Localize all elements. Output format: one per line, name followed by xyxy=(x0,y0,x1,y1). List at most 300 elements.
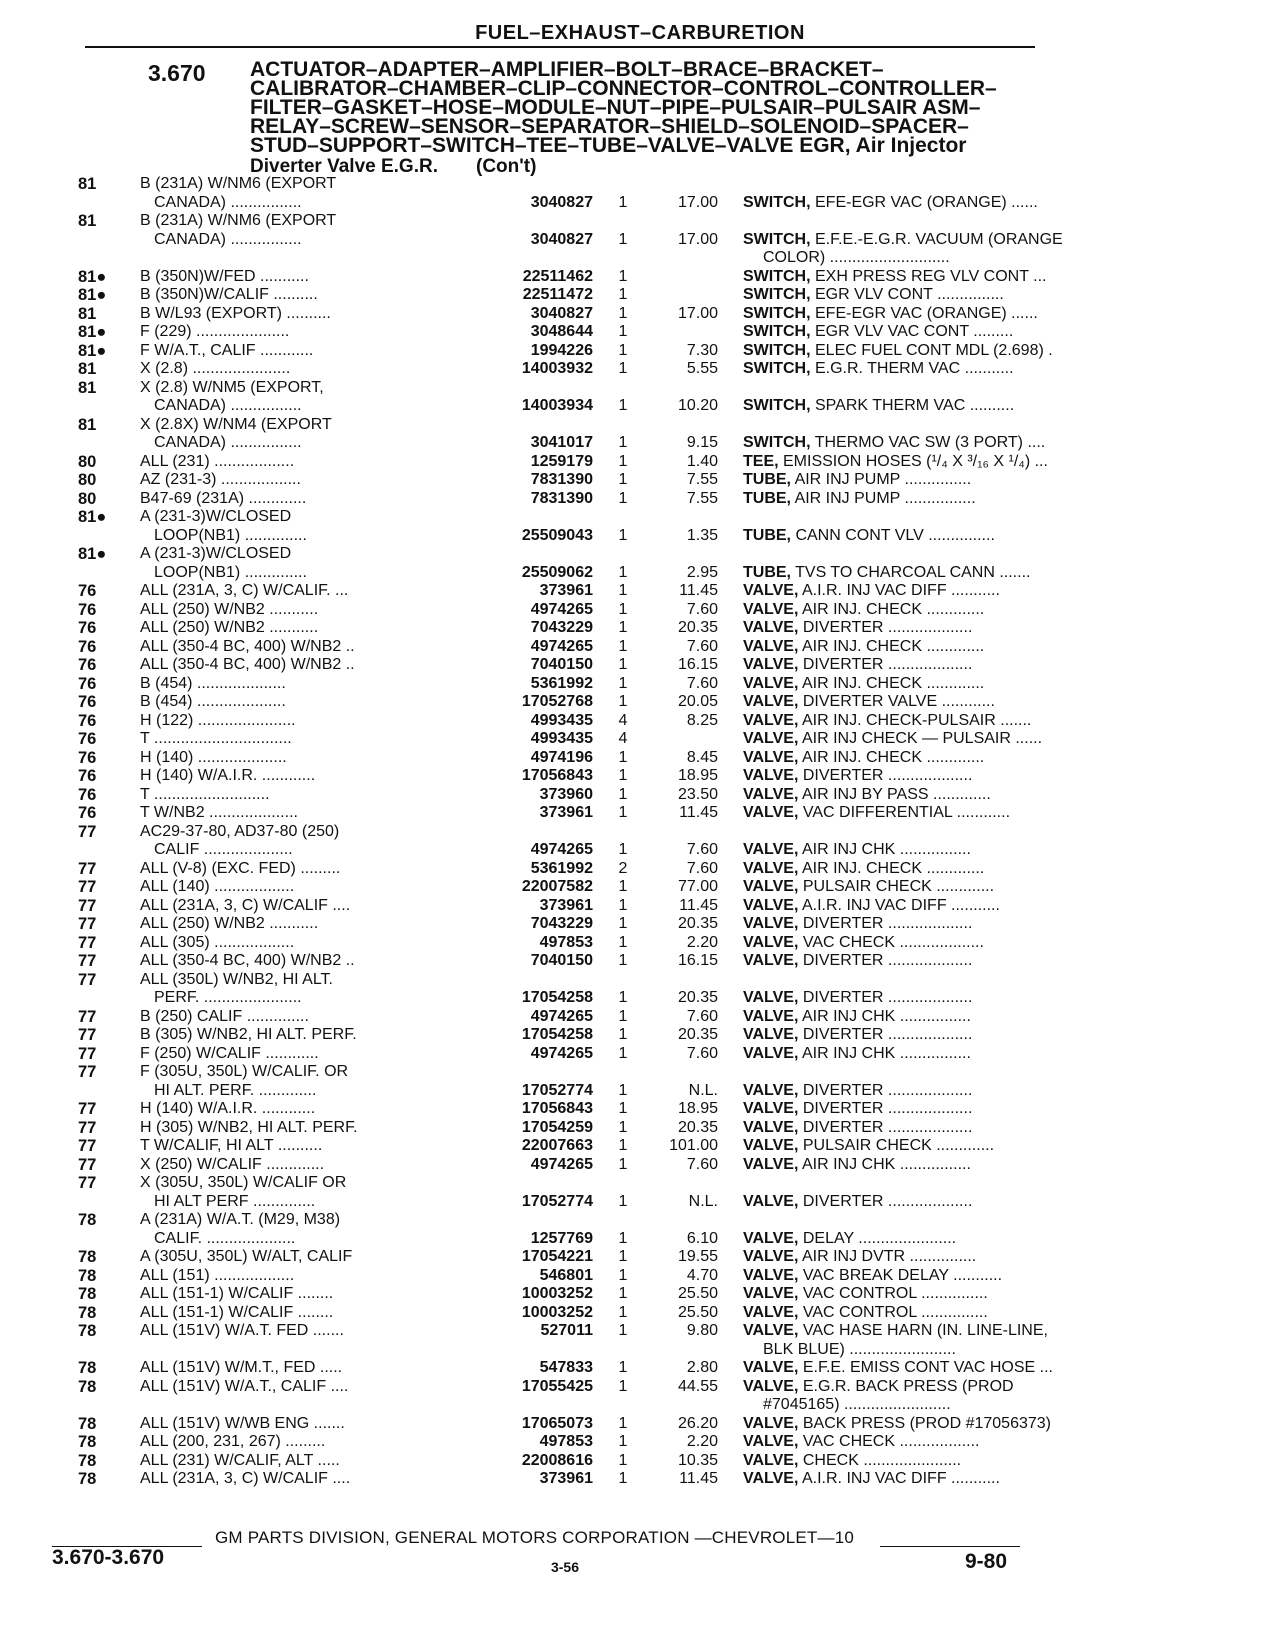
model-description-cont: CANADA) ................ xyxy=(154,193,302,211)
model-year: 76 xyxy=(78,582,97,600)
part-row xyxy=(78,952,1038,971)
model-year: 81● xyxy=(78,323,107,341)
part-description xyxy=(743,1156,971,1175)
part-name: VALVE, xyxy=(743,785,799,803)
model-year: 77 xyxy=(78,1007,97,1026)
model-description-cont: PERF. ...................... xyxy=(154,989,302,1006)
part-detail: DIVERTER ................... xyxy=(798,619,973,636)
model-year: 81 xyxy=(78,175,97,193)
quantity: 1 xyxy=(618,267,628,285)
part-number: 22007582 xyxy=(521,878,593,895)
part-description xyxy=(743,989,972,1008)
part-number: 17052768 xyxy=(521,693,593,710)
quantity: 1 xyxy=(618,452,628,470)
model-year: 78 xyxy=(78,1359,97,1377)
part-detail: BACK PRESS (PROD #17056373) xyxy=(798,1414,1051,1432)
part-row xyxy=(78,1119,1038,1138)
part-name: VALVE, xyxy=(743,1155,799,1173)
part-number: 373960 xyxy=(539,785,593,803)
model-year: 81 xyxy=(78,415,97,434)
part-number: 14003934 xyxy=(521,397,593,414)
quantity: 1 xyxy=(618,563,628,581)
part-detail: EMISSION HOSES (¹/₄ X ³/₁₆ X ¹/₄) ... xyxy=(778,452,1048,470)
quantity: 1 xyxy=(618,323,628,340)
part-row xyxy=(78,767,1038,786)
part-row xyxy=(78,452,1048,472)
part-name: VALVE, xyxy=(743,1359,799,1376)
model-description: ALL (151-1) W/CALIF ........ xyxy=(140,1303,334,1321)
quantity: 1 xyxy=(618,1303,628,1321)
model-description-cont: LOOP(NB1) .............. xyxy=(154,563,307,581)
part-description xyxy=(743,1119,972,1138)
part-detail: AIR INJ. CHECK ............. xyxy=(798,600,985,618)
model-year: 76 xyxy=(78,637,97,656)
part-name: VALVE, xyxy=(743,656,799,673)
model-year: 76 xyxy=(78,674,97,693)
part-description xyxy=(743,1026,972,1045)
price: 11.45 xyxy=(679,804,718,821)
part-row xyxy=(78,1433,1038,1452)
model-description: ALL (250) W/NB2 ........... xyxy=(140,600,319,618)
price: 26.20 xyxy=(677,1414,718,1432)
price: 20.35 xyxy=(677,1118,718,1136)
model-description: H (305) W/NB2, HI ALT. PERF. xyxy=(140,1118,358,1136)
price: 11.45 xyxy=(679,1470,718,1487)
part-detail: AIR INJ CHECK — PULSAIR ...... xyxy=(798,730,1043,747)
part-detail: AIR INJ CHK ................ xyxy=(798,1007,971,1025)
model-description: ALL (250) W/NB2 ........... xyxy=(140,915,319,932)
part-number: 3040827 xyxy=(530,304,593,322)
part-name: VALVE, xyxy=(743,859,799,877)
part-description xyxy=(743,1415,1051,1434)
model-year: 77 xyxy=(78,1155,97,1174)
part-detail: DIVERTER ................... xyxy=(798,1081,973,1099)
part-row xyxy=(78,675,1038,694)
part-detail: AIR INJ. CHECK ............. xyxy=(798,748,985,766)
price: 2.80 xyxy=(686,1359,718,1376)
part-name: VALVE, xyxy=(743,896,799,914)
price: 25.50 xyxy=(677,1303,718,1321)
part-row xyxy=(78,1267,1038,1286)
part-row xyxy=(78,619,1038,638)
model-description: F W/A.T., CALIF ............ xyxy=(140,341,314,359)
model-description: ALL (151V) W/WB ENG ....... xyxy=(140,1414,345,1432)
price: 18.95 xyxy=(677,767,718,784)
part-name: VALVE, xyxy=(743,693,799,710)
part-description xyxy=(743,656,972,675)
part-row xyxy=(78,712,1038,731)
part-row xyxy=(78,730,1043,749)
quantity: 1 xyxy=(618,1414,628,1432)
part-name: VALVE, xyxy=(743,804,799,821)
part-number: 5361992 xyxy=(530,674,593,692)
model-description: X (305U, 350L) W/CALIF OR xyxy=(140,1174,347,1191)
quantity: 1 xyxy=(618,1081,628,1099)
price: 77.00 xyxy=(677,878,718,895)
quantity: 1 xyxy=(618,804,628,821)
part-detail: VAC CHECK ................... xyxy=(798,933,984,951)
quantity: 1 xyxy=(618,656,628,673)
price: 20.35 xyxy=(677,915,718,932)
part-number: 4993435 xyxy=(530,711,593,729)
part-name: TUBE, xyxy=(743,471,791,488)
part-detail: SPARK THERM VAC .......... xyxy=(810,397,1015,414)
model-description: B (305) W/NB2, HI ALT. PERF. xyxy=(140,1026,357,1043)
part-number: 4974265 xyxy=(530,841,593,858)
part-detail: AIR INJ. CHECK ............. xyxy=(798,637,985,655)
model-year: 80 xyxy=(78,471,97,489)
footer-page-number: 3-56 xyxy=(550,1559,580,1575)
part-name: VALVE, xyxy=(743,1322,799,1339)
price: 11.45 xyxy=(679,896,718,914)
price: 20.35 xyxy=(677,1026,718,1043)
part-number: 373961 xyxy=(539,896,593,914)
model-description: ALL (140) .................. xyxy=(140,878,295,895)
part-description xyxy=(743,915,972,934)
part-description-cont: BLK BLUE) ........................ xyxy=(763,1340,956,1358)
model-description-cont: CANADA) ................ xyxy=(154,434,302,451)
part-name: SWITCH, xyxy=(743,360,811,377)
price: 7.55 xyxy=(686,471,718,488)
part-name: VALVE, xyxy=(743,1248,799,1265)
part-row xyxy=(78,175,1038,212)
model-year: 76 xyxy=(78,693,97,711)
model-description: B (454) .................... xyxy=(140,674,286,692)
price: 7.60 xyxy=(686,1044,718,1062)
price: 7.60 xyxy=(686,600,718,618)
model-year: 76 xyxy=(78,656,97,674)
model-description: H (122) ...................... xyxy=(140,711,296,729)
price: 18.95 xyxy=(677,1100,718,1117)
quantity: 1 xyxy=(618,1044,628,1062)
price: 1.35 xyxy=(686,526,718,544)
part-row xyxy=(78,786,1038,805)
model-description: B (350N)W/FED ........... xyxy=(140,267,309,285)
model-year: 77 xyxy=(78,952,97,970)
part-number: 547833 xyxy=(539,1359,593,1376)
part-name: VALVE, xyxy=(743,619,799,636)
footer-rule-right xyxy=(880,1546,1020,1547)
footer-publisher: GM PARTS DIVISION, GENERAL MOTORS CORPORATION —CHEVROLET—10 xyxy=(215,1528,855,1547)
price: 20.35 xyxy=(677,619,718,636)
part-number: 17054259 xyxy=(521,1118,593,1136)
part-description xyxy=(743,471,971,490)
part-name: VALVE, xyxy=(743,600,799,618)
model-description-cont: CALIF. .................... xyxy=(154,1229,296,1247)
part-name: VALVE, xyxy=(743,1266,799,1284)
price: N.L. xyxy=(688,1192,718,1210)
model-description: B (231A) W/NM6 (EXPORT xyxy=(140,175,337,192)
part-description xyxy=(743,767,972,786)
model-year: 77 xyxy=(78,933,97,952)
quantity: 1 xyxy=(618,748,628,766)
part-number: 17052774 xyxy=(521,1081,593,1099)
part-row xyxy=(78,1045,1038,1064)
price: 44.55 xyxy=(677,1377,718,1395)
part-name: VALVE, xyxy=(743,711,799,729)
quantity: 1 xyxy=(618,434,628,451)
part-detail: AIR INJ. CHECK ............. xyxy=(798,674,985,692)
part-name: VALVE, xyxy=(743,1470,799,1487)
part-number: 7043229 xyxy=(530,915,593,932)
quantity: 1 xyxy=(618,878,628,895)
part-number: 4974265 xyxy=(530,1044,593,1062)
quantity: 1 xyxy=(618,1322,628,1339)
part-description xyxy=(743,841,971,860)
part-detail: AIR INJ CHK ................ xyxy=(798,1044,971,1062)
part-detail: DIVERTER ................... xyxy=(798,1026,973,1043)
price: 16.15 xyxy=(677,656,718,673)
part-description xyxy=(743,934,984,953)
part-detail: AIR INJ BY PASS ............. xyxy=(798,785,991,803)
model-year: 78 xyxy=(78,1414,97,1433)
part-number: 4974265 xyxy=(530,637,593,655)
part-description xyxy=(743,1304,988,1323)
part-detail: AIR INJ CHK ................ xyxy=(798,1155,971,1173)
part-row xyxy=(78,1304,1038,1323)
part-row xyxy=(78,897,1038,916)
part-row xyxy=(78,1063,1038,1100)
part-number: 527011 xyxy=(540,1322,593,1339)
model-description: B (231A) W/NM6 (EXPORT xyxy=(140,212,337,229)
part-number: 17054258 xyxy=(521,1026,593,1043)
part-detail: DIVERTER ................... xyxy=(798,656,973,673)
part-row xyxy=(78,490,1038,509)
model-year: 76 xyxy=(78,730,97,748)
model-year: 77 xyxy=(78,896,97,915)
part-description xyxy=(743,231,1063,250)
part-detail: PULSAIR CHECK ............. xyxy=(798,878,995,895)
part-row xyxy=(78,545,1038,582)
part-name: VALVE, xyxy=(743,1026,799,1043)
part-number: 373961 xyxy=(539,1470,593,1487)
part-name: SWITCH, xyxy=(743,323,811,340)
part-row xyxy=(78,305,1038,324)
quantity: 1 xyxy=(618,1118,628,1136)
part-name: VALVE, xyxy=(743,1100,799,1117)
model-description: A (231A) W/A.T. (M29, M38) xyxy=(140,1211,341,1228)
part-number: 4974196 xyxy=(530,748,593,766)
part-detail: E.F.E. EMISS CONT VAC HOSE ... xyxy=(798,1359,1053,1376)
quantity: 1 xyxy=(618,286,628,303)
part-row xyxy=(78,1156,1038,1175)
model-year: 78 xyxy=(78,1248,97,1266)
model-description: X (250) W/CALIF ............. xyxy=(140,1155,325,1173)
part-name: VALVE, xyxy=(743,674,799,692)
part-name: VALVE, xyxy=(743,1081,799,1099)
part-row xyxy=(78,878,1038,897)
model-year: 81● xyxy=(78,341,107,360)
part-detail: CHECK ...................... xyxy=(798,1451,962,1469)
part-description xyxy=(743,397,1014,416)
model-description-cont: CANADA) ................ xyxy=(154,397,302,414)
part-row xyxy=(78,323,1038,342)
part-description xyxy=(743,1230,956,1249)
quantity: 1 xyxy=(618,526,628,544)
model-description: A (231-3)W/CLOSED xyxy=(140,545,292,562)
model-description: ALL (231A, 3, C) W/CALIF .... xyxy=(140,896,351,914)
model-description: AC29-37-80, AD37-80 (250) xyxy=(140,822,340,840)
part-name: TEE, xyxy=(743,452,779,470)
price: 2.95 xyxy=(686,563,718,581)
part-detail: THERMO VAC SW (3 PORT) .... xyxy=(810,434,1046,451)
model-description-cont: CALIF .................... xyxy=(154,841,293,858)
quantity: 1 xyxy=(618,1100,628,1117)
quantity: 2 xyxy=(618,859,628,877)
part-row xyxy=(78,823,1038,860)
model-year: 78 xyxy=(78,1322,97,1340)
price: 6.10 xyxy=(686,1229,718,1247)
part-name: SWITCH, xyxy=(743,434,811,451)
price: 7.60 xyxy=(686,1155,718,1173)
model-year: 78 xyxy=(78,1266,97,1285)
quantity: 1 xyxy=(618,674,628,692)
part-row xyxy=(78,267,1047,287)
model-year: 77 xyxy=(78,1137,97,1155)
part-number: 7831390 xyxy=(530,471,593,488)
part-number: 17052774 xyxy=(521,1192,593,1210)
model-description: T W/NB2 .................... xyxy=(140,804,298,821)
part-description xyxy=(743,194,1038,213)
part-description xyxy=(743,1045,971,1064)
model-description: ALL (151V) W/M.T., FED ..... xyxy=(140,1359,343,1376)
part-description xyxy=(743,490,976,509)
model-year: 76 xyxy=(78,600,97,619)
part-detail: PULSAIR CHECK ............. xyxy=(798,1137,995,1154)
model-year: 78 xyxy=(78,1470,97,1488)
part-number: 3040827 xyxy=(530,193,593,211)
part-detail: E.G.R. BACK PRESS (PROD xyxy=(798,1377,1014,1395)
part-detail: A.I.R. INJ VAC DIFF ........... xyxy=(798,896,1000,914)
model-description: B47-69 (231A) ............. xyxy=(140,489,307,507)
part-description xyxy=(743,693,995,712)
part-row xyxy=(78,971,1038,1008)
model-description: B (350N)W/CALIF .......... xyxy=(140,286,318,303)
price: 7.60 xyxy=(686,841,718,858)
quantity: 1 xyxy=(618,1285,628,1302)
price: 17.00 xyxy=(677,230,718,248)
model-description: A (231-3)W/CLOSED xyxy=(140,508,292,525)
part-row xyxy=(78,286,1038,305)
part-number: 17054258 xyxy=(521,989,593,1006)
part-name: SWITCH, xyxy=(743,397,811,414)
part-name: VALVE, xyxy=(743,989,799,1006)
part-row xyxy=(78,915,1038,934)
price: 7.60 xyxy=(686,1007,718,1025)
part-name: VALVE, xyxy=(743,1303,799,1321)
part-number: 17065073 xyxy=(521,1414,593,1432)
price: 5.55 xyxy=(686,360,718,377)
quantity: 1 xyxy=(618,1377,628,1395)
part-row xyxy=(78,934,1038,953)
quantity: 1 xyxy=(618,582,628,599)
part-number: 1257769 xyxy=(530,1229,593,1247)
model-year: 81● xyxy=(78,286,107,304)
part-name: VALVE, xyxy=(743,952,799,969)
price: 10.35 xyxy=(677,1451,718,1469)
part-name: VALVE, xyxy=(743,637,799,655)
model-description: ALL (231A, 3, C) W/CALIF .... xyxy=(140,1470,351,1487)
model-description: H (140) W/A.I.R. ............ xyxy=(140,767,316,784)
part-description xyxy=(743,619,972,638)
model-year: 77 xyxy=(78,859,97,878)
price: 7.60 xyxy=(686,674,718,692)
part-description xyxy=(743,360,1014,379)
quantity: 1 xyxy=(618,1470,628,1487)
model-description-cont: LOOP(NB1) .............. xyxy=(154,526,307,544)
part-description xyxy=(743,453,1048,472)
quantity: 1 xyxy=(618,619,628,636)
part-row xyxy=(78,693,1038,712)
part-number: 14003932 xyxy=(521,360,593,377)
model-year: 77 xyxy=(78,878,97,896)
model-description-cont: CANADA) ................ xyxy=(154,230,302,248)
part-row xyxy=(78,1322,1048,1359)
model-year: 77 xyxy=(78,1118,97,1137)
price: 8.45 xyxy=(686,748,718,766)
model-description: ALL (231) .................. xyxy=(140,452,295,470)
model-description: ALL (350-4 BC, 400) W/NB2 .. xyxy=(140,952,355,969)
model-description: A (305U, 350L) W/ALT, CALIF xyxy=(140,1248,353,1265)
price: 8.25 xyxy=(686,711,718,729)
model-description: AZ (231-3) .................. xyxy=(140,471,301,488)
model-description: ALL (151V) W/A.T. FED ....... xyxy=(140,1322,344,1339)
model-year: 76 xyxy=(78,767,97,785)
quantity: 1 xyxy=(618,933,628,951)
model-year: 77 xyxy=(78,1063,97,1081)
model-year: 76 xyxy=(78,711,97,730)
part-description xyxy=(743,342,1053,361)
price: 2.20 xyxy=(686,933,718,951)
model-year: 80 xyxy=(78,489,97,508)
price: 19.55 xyxy=(677,1248,718,1265)
quantity: 1 xyxy=(618,1155,628,1173)
part-name: SWITCH, xyxy=(743,230,811,248)
part-row xyxy=(78,471,1038,490)
part-detail: DIVERTER ................... xyxy=(798,1192,973,1210)
part-row xyxy=(78,1174,1038,1211)
price: 20.35 xyxy=(677,989,718,1006)
model-year: 78 xyxy=(78,1285,97,1303)
part-detail: EFE-EGR VAC (ORANGE) ...... xyxy=(810,304,1038,322)
part-detail: VAC HASE HARN (IN. LINE-LINE, xyxy=(798,1322,1048,1339)
model-year: 76 xyxy=(78,619,97,637)
part-name: VALVE, xyxy=(743,1192,799,1210)
part-description xyxy=(743,712,1031,731)
part-number: 373961 xyxy=(539,804,593,821)
part-description xyxy=(743,675,984,694)
part-description xyxy=(743,582,1000,601)
part-name: VALVE, xyxy=(743,1451,799,1469)
model-year: 76 xyxy=(78,748,97,767)
part-description xyxy=(743,323,1013,342)
quantity: 1 xyxy=(618,230,628,248)
part-description xyxy=(743,1470,1000,1489)
header-rule xyxy=(85,46,1035,48)
part-detail: DIVERTER ................... xyxy=(798,915,973,932)
part-name: VALVE, xyxy=(743,1433,799,1450)
part-row xyxy=(78,860,1038,879)
part-name: VALVE, xyxy=(743,1118,799,1136)
quantity: 1 xyxy=(618,1192,628,1210)
model-year: 78 xyxy=(78,1211,97,1229)
model-year: 78 xyxy=(78,1433,97,1451)
part-description xyxy=(743,1359,1053,1378)
part-description xyxy=(743,749,984,768)
part-name: VALVE, xyxy=(743,1229,799,1247)
quantity: 1 xyxy=(618,767,628,784)
part-row xyxy=(78,212,1063,268)
